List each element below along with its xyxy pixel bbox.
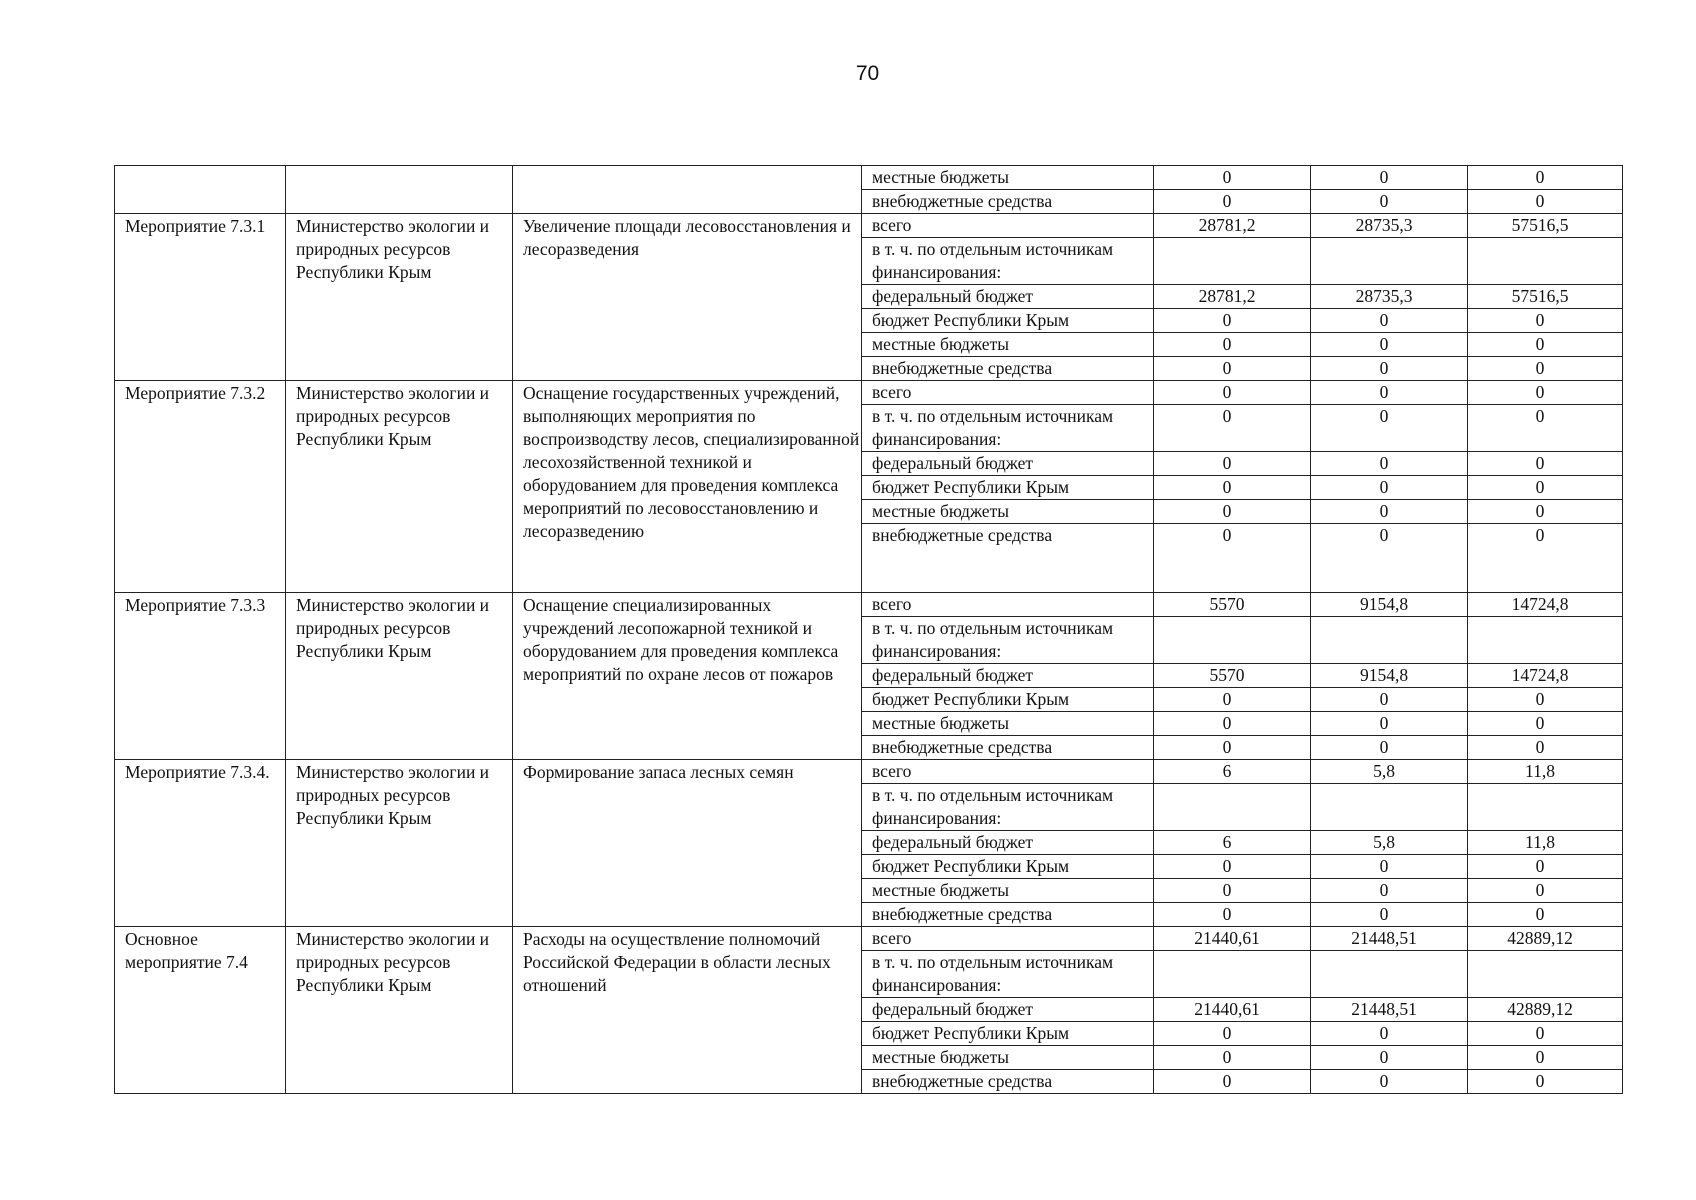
page-number: 70	[855, 62, 880, 85]
value-cell-1: 0	[1154, 166, 1311, 190]
funding-source-cell: бюджет Республики Крым	[862, 476, 1154, 500]
value-cell-3: 0	[1468, 879, 1623, 903]
table-row	[115, 381, 1623, 405]
funding-source-cell: местные бюджеты	[862, 712, 1154, 736]
table-row	[115, 214, 1623, 238]
executor-cell: Министерство экологии и природных ресурсов Республики Крым	[286, 381, 513, 593]
value-cell-2: 0	[1311, 333, 1468, 357]
value-cell-2: 28735,3	[1311, 214, 1468, 238]
value-cell-1: 0	[1154, 309, 1311, 333]
table-row	[115, 593, 1623, 617]
executor-cell	[286, 166, 513, 214]
value-cell-1: 5570	[1154, 664, 1311, 688]
value-cell-2: 0	[1311, 166, 1468, 190]
value-cell-2: 0	[1311, 309, 1468, 333]
funding-source-cell: федеральный бюджет	[862, 664, 1154, 688]
value-cell-3: 0	[1468, 903, 1623, 927]
funding-source-cell: внебюджетные средства	[862, 524, 1154, 593]
value-cell-2	[1311, 951, 1468, 998]
description-cell: Расходы на осуществление полномочий Российской Федерации в области лесных отношений	[513, 927, 862, 1094]
value-cell-2	[1311, 238, 1468, 285]
value-cell-2: 0	[1311, 1022, 1468, 1046]
value-cell-1: 21440,61	[1154, 927, 1311, 951]
financing-table	[114, 165, 1623, 1094]
value-cell-3: 0	[1468, 476, 1623, 500]
value-cell-1: 6	[1154, 831, 1311, 855]
value-cell-3: 0	[1468, 452, 1623, 476]
value-cell-3	[1468, 951, 1623, 998]
value-cell-1: 28781,2	[1154, 214, 1311, 238]
value-cell-3: 42889,12	[1468, 927, 1623, 951]
value-cell-3: 57516,5	[1468, 214, 1623, 238]
funding-source-cell: бюджет Республики Крым	[862, 855, 1154, 879]
value-cell-3: 0	[1468, 190, 1623, 214]
value-cell-1: 0	[1154, 736, 1311, 760]
value-cell-3: 0	[1468, 524, 1623, 593]
funding-source-cell: всего	[862, 593, 1154, 617]
funding-source-cell: бюджет Республики Крым	[862, 309, 1154, 333]
value-cell-1: 0	[1154, 190, 1311, 214]
value-cell-1: 0	[1154, 500, 1311, 524]
value-cell-2: 0	[1311, 688, 1468, 712]
value-cell-2	[1311, 784, 1468, 831]
value-cell-2: 0	[1311, 712, 1468, 736]
executor-cell: Министерство экологии и природных ресурсов Республики Крым	[286, 214, 513, 381]
value-cell-2: 0	[1311, 190, 1468, 214]
value-cell-1: 5570	[1154, 593, 1311, 617]
value-cell-3: 11,8	[1468, 760, 1623, 784]
funding-source-cell: в т. ч. по отдельным источникам финансирования:	[862, 238, 1154, 285]
funding-source-cell: местные бюджеты	[862, 333, 1154, 357]
value-cell-3	[1468, 784, 1623, 831]
table-row	[115, 166, 1623, 190]
funding-source-cell: в т. ч. по отдельным источникам финансирования:	[862, 951, 1154, 998]
value-cell-3: 0	[1468, 688, 1623, 712]
value-cell-2: 28735,3	[1311, 285, 1468, 309]
value-cell-3: 0	[1468, 1022, 1623, 1046]
value-cell-1: 0	[1154, 476, 1311, 500]
value-cell-3: 0	[1468, 736, 1623, 760]
executor-cell: Министерство экологии и природных ресурсов Республики Крым	[286, 593, 513, 760]
funding-source-cell: внебюджетные средства	[862, 736, 1154, 760]
funding-source-cell: местные бюджеты	[862, 166, 1154, 190]
value-cell-2: 0	[1311, 1070, 1468, 1094]
value-cell-3: 0	[1468, 166, 1623, 190]
value-cell-1	[1154, 784, 1311, 831]
value-cell-3: 42889,12	[1468, 998, 1623, 1022]
value-cell-3: 0	[1468, 309, 1623, 333]
funding-source-cell: федеральный бюджет	[862, 452, 1154, 476]
value-cell-2: 0	[1311, 1046, 1468, 1070]
value-cell-3: 0	[1468, 1070, 1623, 1094]
description-cell: Оснащение государственных учреждений, выполняющих мероприятия по воспроизводству лесов, специализированной лесохозяйственной техникой и оборудованием для проведения комплекса мероприятий по лесовосстановлению и лесоразведению	[513, 381, 862, 593]
funding-source-cell: федеральный бюджет	[862, 285, 1154, 309]
value-cell-1: 0	[1154, 524, 1311, 593]
value-cell-2	[1311, 617, 1468, 664]
funding-source-cell: федеральный бюджет	[862, 998, 1154, 1022]
funding-source-cell: местные бюджеты	[862, 500, 1154, 524]
activity-cell	[115, 166, 286, 214]
funding-source-cell: в т. ч. по отдельным источникам финансирования:	[862, 617, 1154, 664]
value-cell-2: 21448,51	[1311, 927, 1468, 951]
value-cell-2: 0	[1311, 903, 1468, 927]
funding-source-cell: федеральный бюджет	[862, 831, 1154, 855]
value-cell-2: 0	[1311, 879, 1468, 903]
funding-source-cell: бюджет Республики Крым	[862, 688, 1154, 712]
value-cell-2: 9154,8	[1311, 664, 1468, 688]
value-cell-2: 0	[1311, 736, 1468, 760]
value-cell-2: 0	[1311, 452, 1468, 476]
funding-source-cell: в т. ч. по отдельным источникам финансирования:	[862, 405, 1154, 452]
activity-cell: Мероприятие 7.3.4.	[115, 760, 286, 927]
value-cell-3: 0	[1468, 405, 1623, 452]
funding-source-cell: внебюджетные средства	[862, 357, 1154, 381]
value-cell-1: 0	[1154, 452, 1311, 476]
value-cell-1: 0	[1154, 381, 1311, 405]
value-cell-3: 14724,8	[1468, 593, 1623, 617]
value-cell-2: 0	[1311, 381, 1468, 405]
value-cell-2: 0	[1311, 524, 1468, 593]
activity-cell: Мероприятие 7.3.1	[115, 214, 286, 381]
description-cell	[513, 166, 862, 214]
funding-source-cell: в т. ч. по отдельным источникам финансирования:	[862, 784, 1154, 831]
value-cell-3: 11,8	[1468, 831, 1623, 855]
value-cell-3: 0	[1468, 500, 1623, 524]
funding-source-cell: местные бюджеты	[862, 879, 1154, 903]
value-cell-3: 0	[1468, 855, 1623, 879]
value-cell-3	[1468, 238, 1623, 285]
description-cell: Формирование запаса лесных семян	[513, 760, 862, 927]
value-cell-1: 0	[1154, 855, 1311, 879]
value-cell-1	[1154, 238, 1311, 285]
value-cell-1: 0	[1154, 879, 1311, 903]
activity-cell: Мероприятие 7.3.3	[115, 593, 286, 760]
value-cell-1: 0	[1154, 357, 1311, 381]
value-cell-1: 21440,61	[1154, 998, 1311, 1022]
funding-source-cell: всего	[862, 381, 1154, 405]
value-cell-1: 0	[1154, 1046, 1311, 1070]
funding-source-cell: местные бюджеты	[862, 1046, 1154, 1070]
value-cell-3	[1468, 617, 1623, 664]
value-cell-1: 6	[1154, 760, 1311, 784]
value-cell-2: 5,8	[1311, 760, 1468, 784]
value-cell-1: 28781,2	[1154, 285, 1311, 309]
value-cell-1: 0	[1154, 333, 1311, 357]
value-cell-3: 0	[1468, 357, 1623, 381]
value-cell-3: 0	[1468, 333, 1623, 357]
activity-cell: Мероприятие 7.3.2	[115, 381, 286, 593]
value-cell-1: 0	[1154, 405, 1311, 452]
table-body	[115, 166, 1623, 1094]
value-cell-3: 57516,5	[1468, 285, 1623, 309]
value-cell-1: 0	[1154, 903, 1311, 927]
value-cell-1: 0	[1154, 1022, 1311, 1046]
value-cell-2: 5,8	[1311, 831, 1468, 855]
value-cell-3: 14724,8	[1468, 664, 1623, 688]
value-cell-1: 0	[1154, 688, 1311, 712]
value-cell-2: 21448,51	[1311, 998, 1468, 1022]
table-row	[115, 927, 1623, 951]
value-cell-3: 0	[1468, 381, 1623, 405]
value-cell-2: 0	[1311, 357, 1468, 381]
value-cell-1: 0	[1154, 712, 1311, 736]
value-cell-1	[1154, 951, 1311, 998]
value-cell-1: 0	[1154, 1070, 1311, 1094]
value-cell-2: 0	[1311, 500, 1468, 524]
funding-source-cell: внебюджетные средства	[862, 1070, 1154, 1094]
funding-source-cell: всего	[862, 760, 1154, 784]
executor-cell: Министерство экологии и природных ресурсов Республики Крым	[286, 927, 513, 1094]
value-cell-2: 0	[1311, 855, 1468, 879]
value-cell-3: 0	[1468, 712, 1623, 736]
activity-cell: Основное мероприятие 7.4	[115, 927, 286, 1094]
value-cell-3: 0	[1468, 1046, 1623, 1070]
funding-source-cell: внебюджетные средства	[862, 903, 1154, 927]
value-cell-2: 0	[1311, 405, 1468, 452]
value-cell-2: 0	[1311, 476, 1468, 500]
description-cell: Увеличение площади лесовосстановления и лесоразведения	[513, 214, 862, 381]
value-cell-2: 9154,8	[1311, 593, 1468, 617]
executor-cell: Министерство экологии и природных ресурсов Республики Крым	[286, 760, 513, 927]
description-cell: Оснащение специализированных учреждений лесопожарной техникой и оборудованием для проведения комплекса мероприятий по охране лесов от пожаров	[513, 593, 862, 760]
funding-source-cell: внебюджетные средства	[862, 190, 1154, 214]
funding-source-cell: всего	[862, 927, 1154, 951]
funding-source-cell: бюджет Республики Крым	[862, 1022, 1154, 1046]
table-row	[115, 760, 1623, 784]
value-cell-1	[1154, 617, 1311, 664]
funding-source-cell: всего	[862, 214, 1154, 238]
